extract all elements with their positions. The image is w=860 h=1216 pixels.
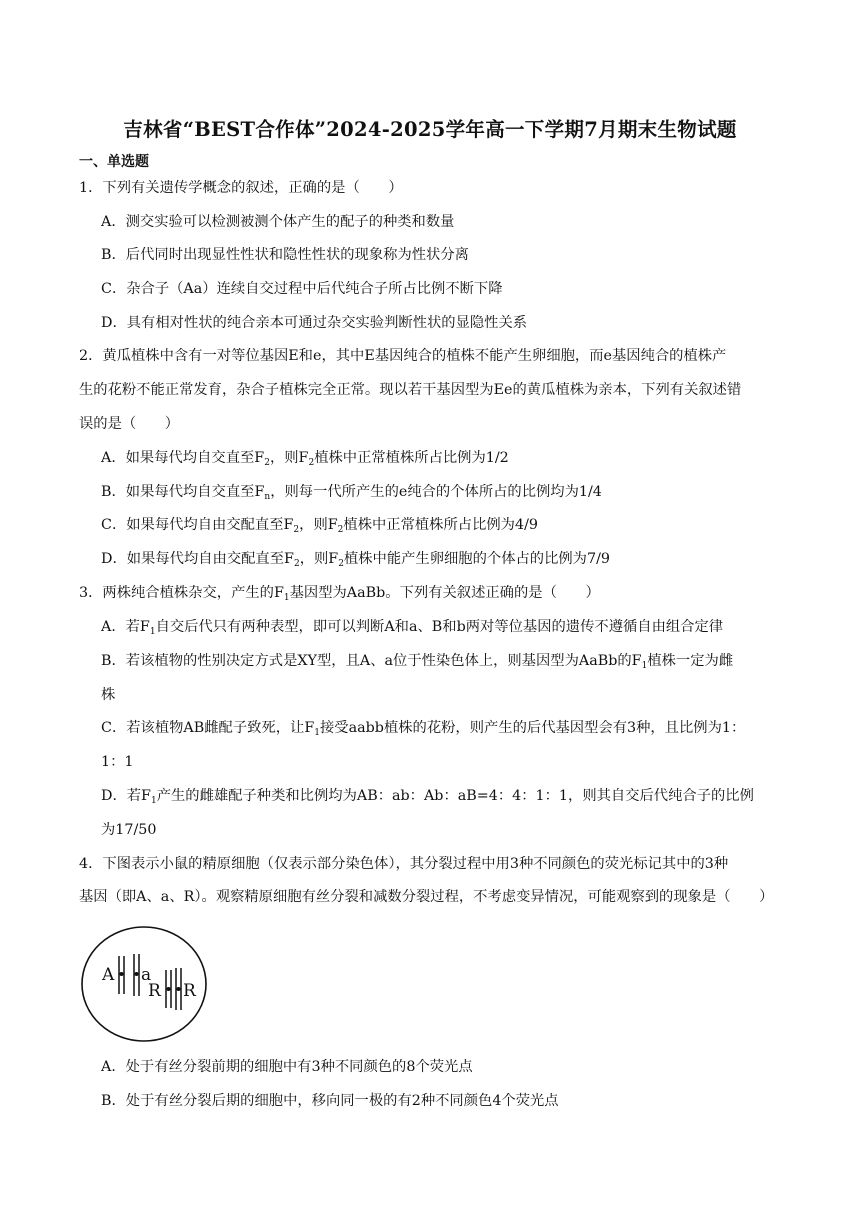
exam-title: 吉林省“BEST合作体”2024-2025学年高一下学期7月期末生物试题 bbox=[123, 118, 737, 141]
q3-option-a: A．若$F_1$自交后代只有两种表型，即可以判断A和a、B和b两对等位基因的遗传不遵循自由组合定律 bbox=[101, 619, 724, 637]
centromere-dot bbox=[120, 972, 124, 976]
q1-option-a: A．测交实验可以检测被测个体产生的配子的种类和数量 bbox=[101, 214, 455, 230]
section-heading: 一、单选题 bbox=[79, 154, 149, 170]
q1-stem: 1．下列有关遗传学概念的叙述，正确的是（ ） bbox=[79, 180, 403, 196]
q3-option-d: D．若$F_1$产生的雌雄配子种类和比例均为AB：ab：Ab：aB=4：4：1：1，则其自交后代纯合子的比例 bbox=[101, 788, 754, 806]
q3-option-d-cont: 为17/50 bbox=[101, 822, 157, 838]
q2-option-c: C．如果每代均自由交配直至$F_2$，则$F_2$植株中正常植株所占比例为4/9 bbox=[101, 517, 538, 535]
q3-option-c-cont: 1：1 bbox=[101, 754, 134, 770]
q2-stem-line2: 生的花粉不能正常发育，杂合子植株完全正常。现以若干基因型为Ee的黄瓜植株为亲本，下列有关叙述错 bbox=[79, 382, 742, 398]
q1-option-b: B．后代同时出现显性性状和隐性性状的现象称为性状分离 bbox=[101, 247, 469, 263]
centromere-dot bbox=[177, 987, 181, 991]
q4-stem-line1: 4．下图表示小鼠的精原细胞（仅表示部分染色体），其分裂过程中用3种不同颜色的荧光标记其中的3种 bbox=[79, 856, 729, 872]
q4-option-a: A．处于有丝分裂前期的细胞中有3种不同颜色的8个荧光点 bbox=[101, 1059, 473, 1075]
gene-label-A: A bbox=[102, 965, 115, 985]
q2-stem-line3: 误的是（ ） bbox=[79, 416, 180, 432]
q3-option-c: C．若该植物AB雌配子致死，让$F_1$接受aabb植株的花粉，则产生的后代基因型会有3种，且比例为1： bbox=[101, 720, 746, 738]
q4-stem-line2: 基因（即A、a、R）。观察精原细胞有丝分裂和减数分裂过程，不考虑变异情况，可能观察到的现象是（ ） bbox=[79, 889, 774, 905]
gene-label-R-right: R bbox=[183, 981, 196, 1001]
q3-option-b-cont: 株 bbox=[101, 687, 116, 703]
centromere-dot bbox=[135, 972, 139, 976]
gene-label-R-left: R bbox=[148, 981, 161, 1001]
q4-option-b: B．处于有丝分裂后期的细胞中，移向同一极的有2种不同颜色4个荧光点 bbox=[101, 1093, 559, 1109]
q3-stem: 3．两株纯合植株杂交，产生的$F_1$基因型为AaBb。下列有关叙述正确的是（ ） bbox=[79, 585, 600, 603]
q1-option-c: C．杂合子（Aa）连续自交过程中后代纯合子所占比例不断下降 bbox=[101, 281, 503, 297]
q1-option-d: D．具有相对性状的纯合亲本可通过杂交实验判断性状的显隐性关系 bbox=[101, 315, 528, 331]
gene-label-a: a bbox=[141, 965, 152, 985]
centromere-dot bbox=[167, 987, 171, 991]
q2-option-d: D．如果每代均自由交配直至$F_2$，则$F_2$植株中能产生卵细胞的个体占的比例为7/9 bbox=[101, 551, 610, 569]
cell-figure bbox=[80, 924, 210, 1044]
q2-stem-line1: 2．黄瓜植株中含有一对等位基因E和e，其中E基因纯合的植株不能产生卵细胞，而e基因纯合的植株产 bbox=[79, 348, 727, 364]
cell-diagram bbox=[80, 924, 210, 1044]
q2-option-b: B．如果每代均自交直至$F_n$，则每一代所产生的e纯合的个体所占的比例均为1/4 bbox=[101, 484, 602, 502]
q3-option-b: B．若该植物的性别决定方式是XY型，且A、a位于性染色体上，则基因型为AaBb的$F_1$植株一定为雌 bbox=[101, 653, 734, 671]
q2-option-a: A．如果每代均自交直至$F_2$，则$F_2$植株中正常植株所占比例为1/2 bbox=[101, 450, 509, 468]
